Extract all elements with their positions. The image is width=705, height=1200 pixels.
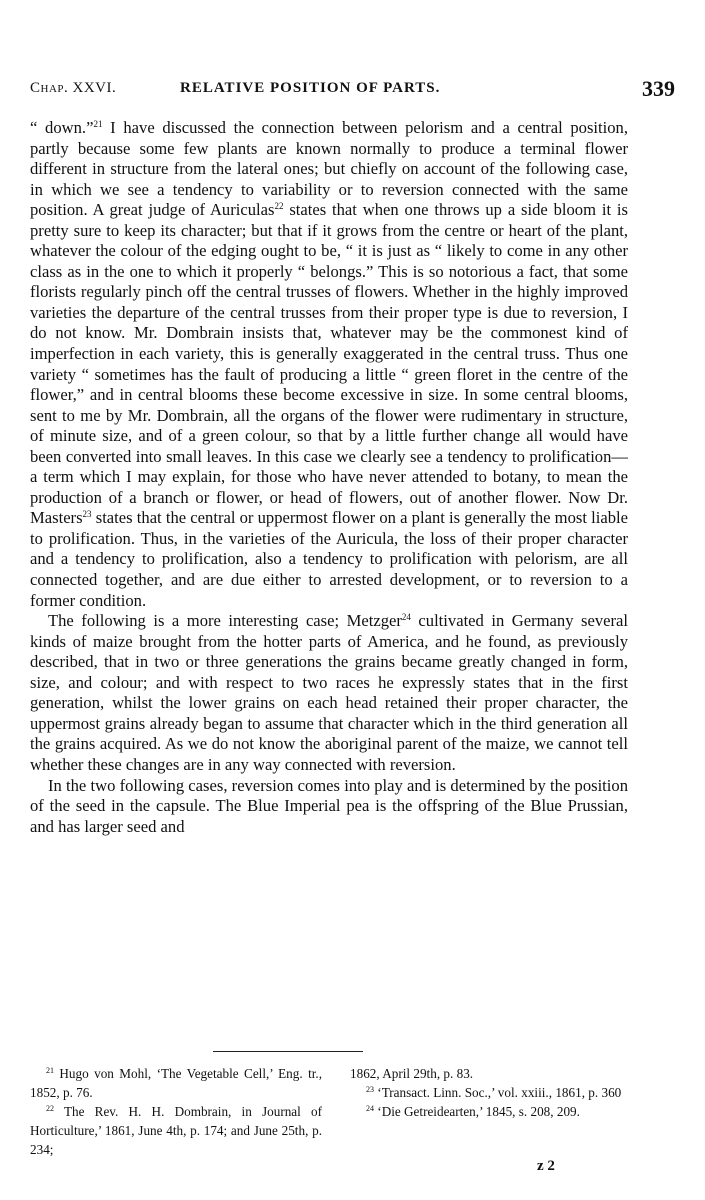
footnotes-left-column [30, 1064, 322, 1159]
footnote-text: Hugo von Mohl, ‘The Vegetable Cell,’ Eng. tr., 1852, p. 76. [30, 1066, 322, 1100]
chapter-label: Chap. XXVI. [30, 80, 117, 96]
footnote-24 [350, 1102, 630, 1121]
signature-mark: z 2 [537, 1158, 555, 1174]
footnote-text: ‘Die Getreidearten,’ 1845, s. 208, 209. [374, 1104, 580, 1119]
paragraph-2 [30, 611, 628, 775]
footnotes-right-column [350, 1064, 630, 1121]
footnote-divider [213, 1051, 363, 1052]
body-text [30, 118, 628, 837]
text-run: “ down.” [30, 118, 94, 137]
text-run: I have discussed the connection between pelorism and a central position, partly because some few plants are known normally to produce a terminal flower different in structure from the lateral ones; but chiefly on account of the following case, in which we see a tendency to variability or to reversion connected with the same position. A great judge of Auriculas [30, 118, 628, 220]
running-header [30, 76, 675, 106]
footnote-ref-23: 23 [82, 509, 92, 520]
footnote-number: 22 [46, 1104, 54, 1113]
footnote-22 [30, 1102, 322, 1159]
text-run: states that the central or uppermost flower on a plant is generally the most liable to prolification. Thus, in the varieties of the Auricula, the loss of their proper character and a tendency to prolification, also a tendency to prolification with pelorism, are all connected together, and are due either to arrested development, or to reversion to a former condition. [30, 508, 628, 610]
footnote-text: The Rev. H. H. Dombrain, in Journal of Horticulture,’ 1861, June 4th, p. 174; and June 25th, p. 234; [30, 1104, 322, 1157]
text-run: The following is a more interesting case; Metzger [48, 611, 402, 631]
footnote-22-continued: 1862, April 29th, p. 83. [350, 1066, 474, 1081]
footnote-number: 24 [366, 1104, 374, 1113]
paragraph-1 [30, 118, 628, 611]
text-run: cultivated in Germany several kinds of maize brought from the hotter parts of America, and he found, as previously described, that in two or three generations the grains became greatly changed in form, size, and colour; and with respect to two races he expressly states that in the first generation, whilst the lower grains on each head retained their proper character, the uppermost grains already began to assume that character which in the third generation all the grains acquired. As we do not know the aboriginal parent of the maize, we cannot tell whether these changes are in any way connected with reversion. [30, 611, 628, 774]
footnote-23 [350, 1083, 630, 1102]
footnote-21 [30, 1064, 322, 1102]
footnote-text: ‘Transact. Linn. Soc.,’ vol. xxiii., 1861, p. 360 [374, 1085, 622, 1100]
footnote-ref-21: 21 [93, 119, 103, 129]
footnote-ref-24: 24 [401, 612, 411, 623]
running-title: RELATIVE POSITION OF PARTS. [180, 80, 441, 96]
footnote-number: 21 [46, 1066, 54, 1075]
footnote-ref-22: 22 [274, 201, 284, 212]
page-number: 339 [642, 76, 675, 101]
footnote-number: 23 [366, 1085, 374, 1094]
text-run: states that when one throws up a side bloom it is pretty sure to keep its character; but that if it grows from the centre or heart of the plant, whatever the colour of the edging ought to be, “ it is just as “ likely to come in any other class as in the one to which it properly “ belongs.” This is so notorious a fact, that some florists regularly pinch off the central trusses of flowers. Whether in the highly improved varieties the departure of the central trusses from their proper type is due to reversion, I do not know. Mr. Dombrain insists that, whatever may be the commonest kind of imperfection in each variety, this is generally exaggerated in the central truss. Thus one variety “ sometimes has the fault of producing a little “ green floret in the centre of the flower,” and in central blooms these become excessive in size. In some central blooms, sent to me by Mr. Dombrain, all the organs of the flower were rudimentary in structure, of minute size, and of a green colour, so that by a little further change all would have been converted into small leaves. In this case we clearly see a tendency to prolification—a term which I may explain, for those who have never attended to botany, to mean the production of a branch or flower, or head of flowers, out of another flower. Now Dr. Masters [30, 200, 628, 528]
paragraph-3: In the two following cases, reversion comes into play and is determined by the position of the seed in the capsule. The Blue Imperial pea is the offspring of the Blue Prussian, and has larger seed and [30, 775, 628, 836]
